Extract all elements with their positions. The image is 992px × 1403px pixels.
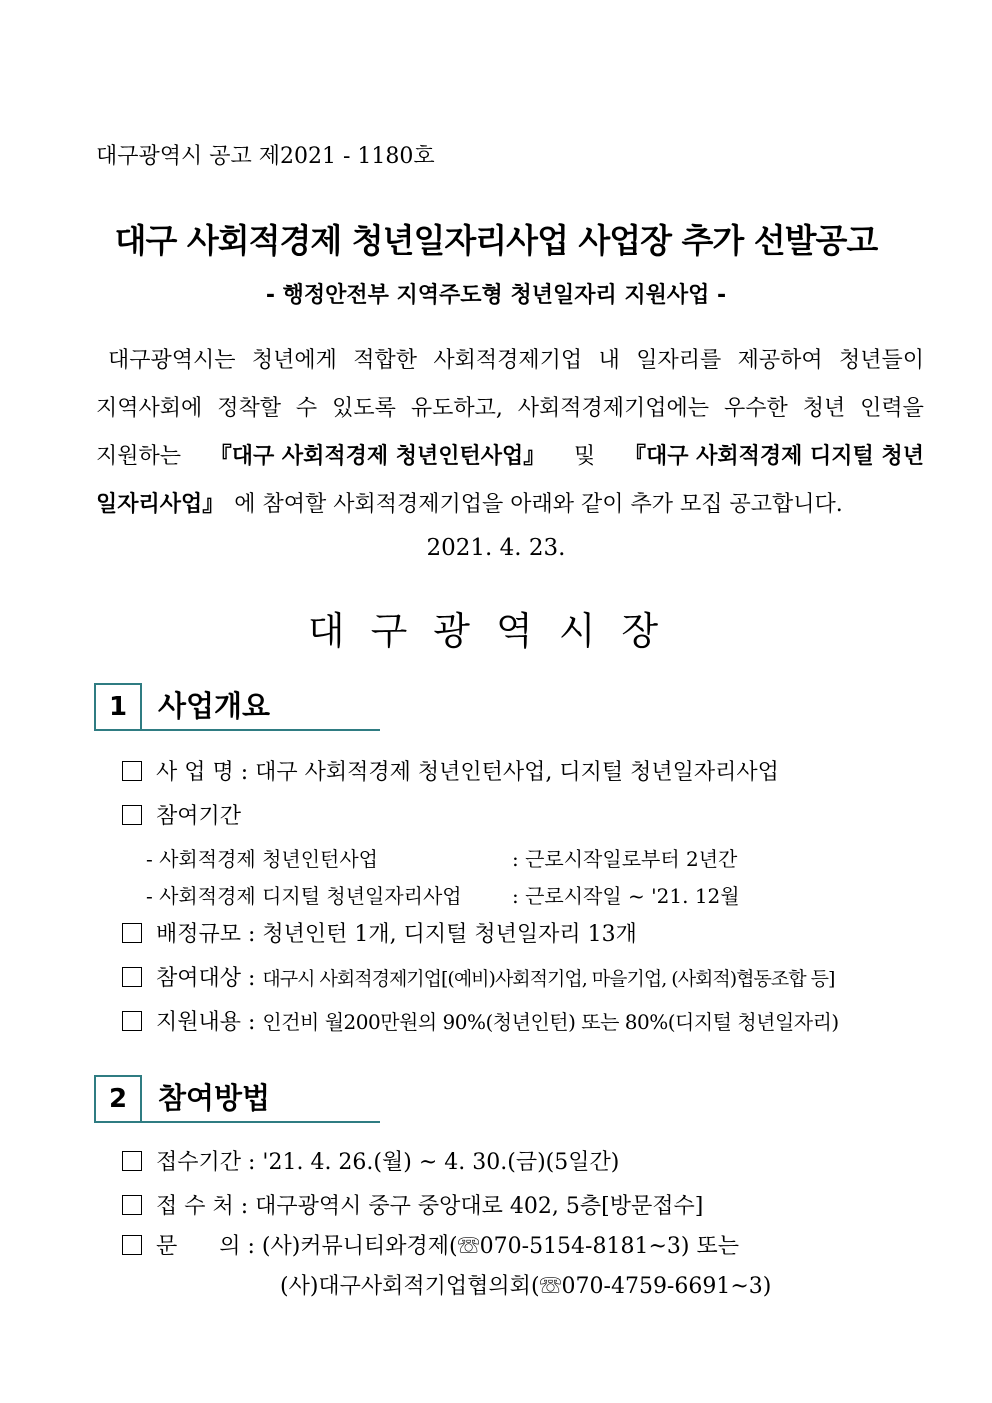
checkbox-square-icon bbox=[122, 923, 142, 943]
intro-word: 제공하여 bbox=[737, 348, 823, 373]
list-item bbox=[122, 1005, 839, 1036]
checkbox-square-icon bbox=[122, 1151, 142, 1171]
list-item bbox=[122, 1189, 703, 1220]
item-key: 참여대상 bbox=[156, 966, 242, 991]
intro-word: 수 bbox=[295, 396, 318, 421]
period-row bbox=[146, 880, 740, 909]
section-label: 참여방법 bbox=[158, 1081, 271, 1115]
item-value: (사)커뮤니티와경제(☏070-5154-8181~3) 또는 bbox=[261, 1234, 739, 1259]
item-value: 대구시 사회적경제기업[(예비)사회적기업, 마을기업, (사회적)협동조합 등] bbox=[262, 968, 835, 990]
intro-word: 우수한 bbox=[723, 396, 788, 421]
item-value: 대구 사회적경제 청년인턴사업, 디지털 청년일자리사업 bbox=[255, 760, 779, 785]
page-title: 대구 사회적경제 청년일자리사업 사업장 추가 선발공고 bbox=[114, 221, 878, 260]
list-item bbox=[122, 961, 834, 992]
intro-word: 인력을 bbox=[860, 396, 924, 421]
checkbox-square-icon bbox=[122, 967, 142, 987]
section-number: 2 bbox=[94, 1075, 142, 1123]
item-sep: : bbox=[241, 1150, 263, 1175]
intro-word: 적합한 bbox=[353, 348, 418, 373]
item-key: 접 수 처 bbox=[156, 1194, 234, 1219]
item-sep: : bbox=[233, 1194, 256, 1219]
item-value: 대구광역시 중구 중앙대로 402, 5층[방문접수] bbox=[255, 1194, 704, 1219]
intro-word: 사회적경제기업 bbox=[433, 348, 583, 373]
item-value: '21. 4. 26.(월) ~ 4. 30.(금)(5일간) bbox=[262, 1150, 620, 1175]
item-sep: : bbox=[241, 966, 263, 991]
intro-line-3 bbox=[96, 433, 924, 481]
intro-word: 청년들이 bbox=[838, 348, 924, 373]
item-value: 인건비 월200만원의 90%(청년인턴) 또는 80%(디지털 청년일자리) bbox=[262, 1010, 839, 1034]
section-label: 사업개요 bbox=[158, 689, 271, 723]
intro-word: 일자리를 bbox=[636, 348, 722, 373]
notice-date: 2021. 4. 23. bbox=[426, 535, 566, 561]
intro-word: 대구광역시는 bbox=[108, 348, 236, 373]
intro-word: 있도록 bbox=[332, 396, 396, 421]
intro-word: 내 bbox=[598, 348, 620, 373]
item-sep: : bbox=[241, 922, 263, 947]
intro-line-1 bbox=[96, 337, 924, 385]
intro-line-4 bbox=[96, 481, 924, 529]
item-sep: : bbox=[233, 760, 256, 785]
item-sep: : bbox=[240, 1234, 262, 1259]
intro-word: 정착할 bbox=[217, 396, 281, 421]
item-sep: : bbox=[241, 1010, 263, 1035]
item-key: 사 업 명 bbox=[156, 760, 234, 785]
program-name-digital: 『대구 사회적경제 디지털 청년 bbox=[623, 444, 924, 469]
checkbox-square-icon bbox=[122, 1011, 142, 1031]
intro-word: 및 bbox=[574, 444, 596, 469]
checkbox-square-icon bbox=[122, 761, 142, 781]
intro-word: 청년 bbox=[802, 396, 846, 421]
checkbox-square-icon bbox=[122, 1195, 142, 1215]
program-name-digital-end: 일자리사업』 bbox=[96, 492, 225, 517]
period-value: : 근로시작일 ~ '21. 12월 bbox=[512, 884, 740, 908]
list-item bbox=[122, 1145, 619, 1176]
item-key: 참여기간 bbox=[156, 804, 242, 829]
section-1-header bbox=[94, 683, 380, 731]
list-item bbox=[122, 1229, 739, 1260]
program-name-intern: 『대구 사회적경제 청년인턴사업』 bbox=[209, 444, 546, 469]
period-value: : 근로시작일로부터 2년간 bbox=[512, 847, 738, 871]
checkbox-square-icon bbox=[122, 1235, 142, 1255]
period-key: - 사회적경제 청년인턴사업 bbox=[146, 847, 378, 871]
intro-word: 지역사회에 bbox=[96, 396, 203, 421]
section-2-header bbox=[94, 1075, 380, 1123]
intro-word: 청년에게 bbox=[251, 348, 337, 373]
intro-paragraph bbox=[96, 337, 924, 529]
contact-row bbox=[280, 1269, 771, 1300]
list-item bbox=[122, 799, 241, 830]
section-number: 1 bbox=[94, 683, 142, 731]
item-key: 접수기간 bbox=[156, 1150, 242, 1175]
item-key: 배정규모 bbox=[156, 922, 242, 947]
page-subtitle: - 행정안전부 지역주도형 청년일자리 지원사업 - bbox=[265, 283, 727, 308]
item-value: (사)대구사회적기업협의회(☏070-4759-6691~3) bbox=[280, 1274, 772, 1299]
item-value: 청년인턴 1개, 디지털 청년일자리 13개 bbox=[262, 922, 637, 947]
period-key: - 사회적경제 디지털 청년일자리사업 bbox=[146, 884, 462, 908]
notice-number: 대구광역시 공고 제2021 - 1180호 bbox=[96, 144, 435, 169]
intro-word: 에 참여할 사회적경제기업을 아래와 같이 추가 모집 공고합니다. bbox=[234, 492, 843, 517]
item-key: 문 의 bbox=[156, 1234, 241, 1259]
signatory: 대구광역시장 bbox=[307, 609, 685, 653]
intro-word: 유도하고, bbox=[410, 396, 503, 421]
list-item bbox=[122, 917, 637, 948]
list-item bbox=[122, 755, 779, 786]
checkbox-square-icon bbox=[122, 805, 142, 825]
item-key: 지원내용 bbox=[156, 1010, 242, 1035]
period-row bbox=[146, 843, 737, 872]
intro-word: 지원하는 bbox=[96, 444, 182, 469]
intro-word: 사회적경제기업에는 bbox=[517, 396, 710, 421]
intro-line-2 bbox=[96, 385, 924, 433]
